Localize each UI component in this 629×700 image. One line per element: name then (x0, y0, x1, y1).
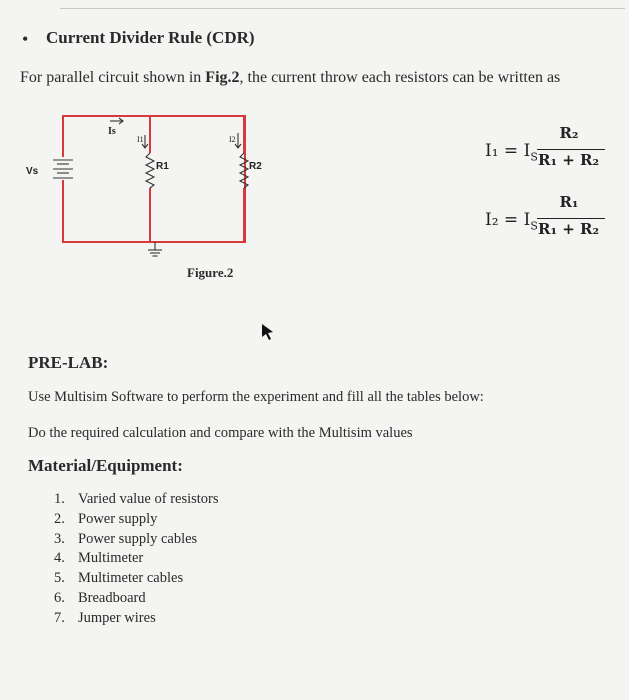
list-item-number: 6. (54, 589, 65, 606)
is-arrow (110, 118, 123, 124)
equation-i1-numerator: R₂ (559, 124, 579, 142)
i2-arrow (235, 133, 241, 148)
intro-text-after: , the current throw each resistors can be written as (239, 69, 561, 86)
mouse-cursor-icon (260, 323, 276, 341)
vs-label: Vs (26, 166, 39, 177)
i1-label: I1 (137, 135, 144, 144)
circuit-wire-outer (63, 116, 245, 242)
section-heading: Current Divider Rule (CDR) (46, 28, 255, 47)
r1-label: R1 (156, 161, 169, 172)
r2-label: R2 (249, 161, 262, 172)
list-item-text: Power supply cables (78, 530, 198, 547)
list-item-number: 5. (54, 570, 65, 587)
prelab-instruction-1: Use Multisim Software to perform the experiment and fill all the tables below: (28, 389, 484, 405)
ground-symbol (148, 242, 162, 256)
prelab-instruction-2: Do the required calculation and compare with the Multisim values (28, 425, 413, 441)
materials-title: Material/Equipment: (28, 456, 183, 475)
list-item-number: 1. (54, 491, 65, 507)
intro-figure-ref: Fig.2 (205, 69, 240, 86)
intro-paragraph (20, 69, 560, 87)
list-item-text: Multimeter (78, 550, 144, 567)
list-item-number: 2. (54, 510, 65, 527)
list-item-number: 7. (54, 609, 65, 626)
equation-i2-denominator: R₁ + R₂ (538, 220, 600, 238)
is-label: Is (108, 126, 116, 137)
list-item-text: Breadboard (78, 589, 146, 606)
prelab-title: PRE-LAB: (28, 353, 109, 372)
intro-text-before: For parallel circuit shown in (20, 69, 206, 86)
equation-i1-lhs-sub: S (530, 150, 538, 164)
list-item (54, 530, 219, 550)
list-item-text: Power supply (78, 510, 158, 527)
equation-i2-numerator: R₁ (559, 193, 579, 211)
list-item (54, 569, 219, 589)
equation-i1-denominator: R₁ + R₂ (538, 151, 600, 169)
equation-i2-lhs-sub: S (530, 219, 538, 233)
list-item (54, 510, 219, 530)
list-item-number: 3. (54, 530, 65, 547)
equation-i2-lhs (485, 210, 538, 232)
equation-i1-lhs-text: I₁ = I (485, 141, 531, 161)
list-item (54, 549, 219, 569)
list-item (54, 490, 219, 510)
top-divider (60, 8, 625, 9)
materials-list (54, 490, 219, 629)
list-item-text: Varied value of resistors (78, 491, 219, 507)
list-item-text: Jumper wires (78, 609, 156, 626)
list-item (54, 589, 219, 609)
list-item-number: 4. (54, 550, 65, 567)
figure-caption: Figure.2 (187, 265, 234, 280)
bullet: • (22, 29, 29, 49)
list-item-text: Multimeter cables (78, 570, 184, 587)
r1-resistor (146, 153, 154, 188)
list-item (54, 609, 219, 629)
equation-i1-lhs (485, 141, 538, 163)
parallel-circuit-diagram (20, 108, 260, 258)
battery-symbol (53, 160, 73, 178)
i2-label: I2 (229, 135, 236, 144)
equation-i2-lhs-text: I₂ = I (485, 210, 531, 230)
